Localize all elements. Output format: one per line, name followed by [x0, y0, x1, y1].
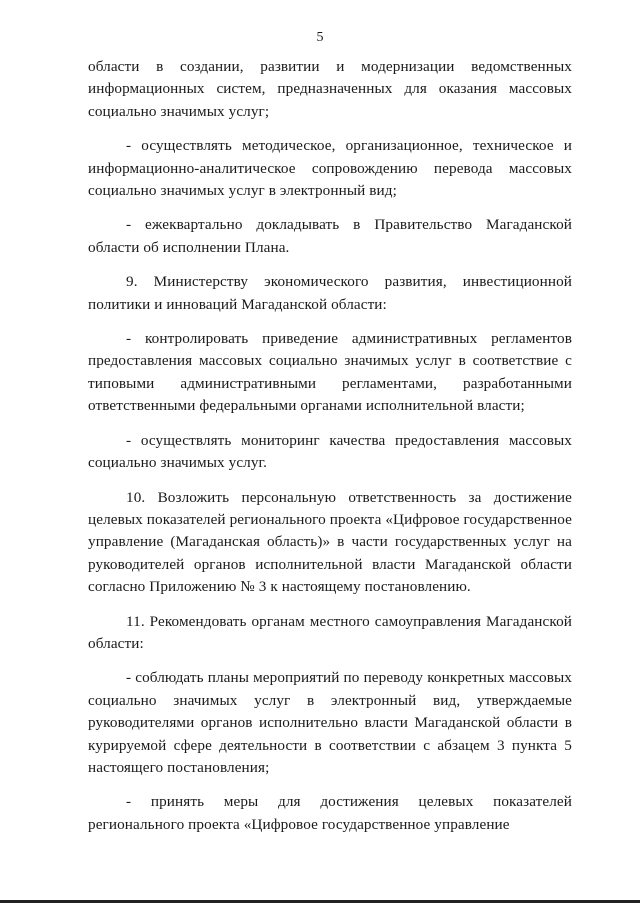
- page-bottom-edge: [0, 900, 640, 903]
- paragraph-bullet-control: - контролировать приведение административных регламентов предоставления массовых социально значимых услуг в соответствие с типовыми административными регламентами, разработанными ответственными федеральными органами исполнительной власти;: [88, 330, 572, 415]
- paragraph-continuation: области в создании, развитии и модернизации ведомственных информационных систем, предназначенных для оказания массовых социально значимых услуг;: [88, 58, 572, 120]
- page-number: 5: [316, 30, 324, 45]
- paragraph-bullet-measures: - принять меры для достижения целевых показателей регионального проекта «Цифровое государственное управление: [88, 793, 572, 833]
- paragraph-item-10: 10. Возложить персональную ответственность за достижение целевых показателей регионального проекта «Цифровое государственное управление (Магаданская область)» в части государственных услуг на руководителей органов исполнительной власти Магаданской области согласно Приложению № 3 к настоящему постановлению.: [88, 488, 572, 596]
- paragraph-bullet-plans: - соблюдать планы мероприятий по переводу конкретных массовых социально значимых услуг в электронный вид, утверждаемые руководителями органов исполнительно власти Магаданской области в курируемой сфере деятельности в соответствии с абзацем 3 пункта 5 настоящего постановления;: [88, 669, 572, 776]
- paragraph-bullet-support: - осуществлять методическое, организационное, техническое и информационно-аналитическое сопровождению перевода массовых социально значимых услуг в электронный вид;: [88, 137, 572, 200]
- paragraph-item-11: 11. Рекомендовать органам местного самоуправления Магаданской области:: [88, 612, 572, 652]
- paragraph-bullet-report: - ежеквартально докладывать в Правительство Магаданской области об исполнении Плана.: [88, 216, 572, 256]
- document-body: [88, 56, 572, 848]
- paragraph-item-9: 9. Министерству экономического развития, инвестиционной политики и инноваций Магаданской области:: [88, 273, 572, 313]
- paragraph-bullet-monitoring: - осуществлять мониторинг качества предоставления массовых социально значимых услуг.: [88, 431, 572, 472]
